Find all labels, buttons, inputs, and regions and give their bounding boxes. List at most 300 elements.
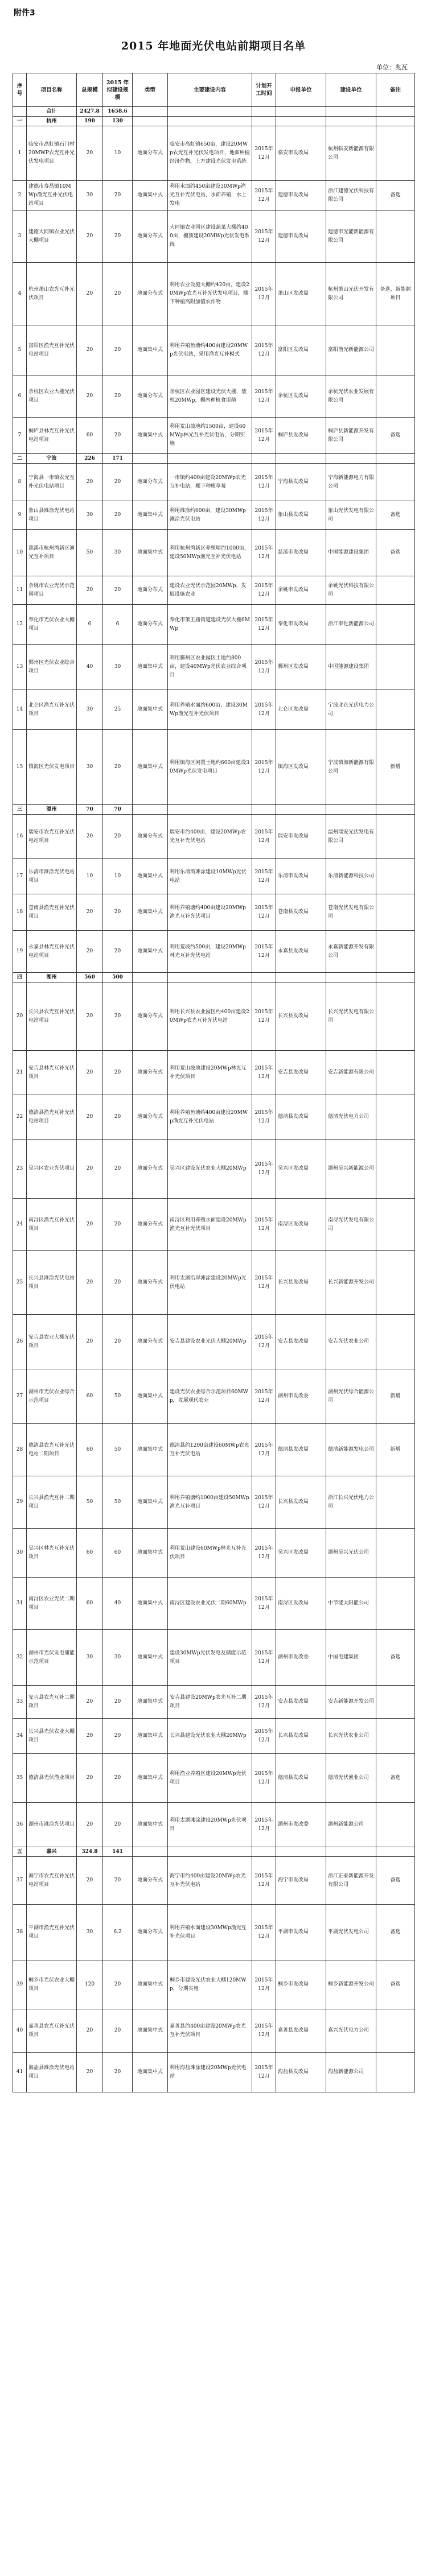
construction-content: 安吉县建设农业光伏大棚20MWp bbox=[168, 1315, 252, 1369]
total-scale: 30 bbox=[77, 730, 103, 805]
start-time: 2015年12月 bbox=[252, 1686, 276, 1719]
row-number: 10 bbox=[13, 530, 27, 576]
section-name: 湖州 bbox=[27, 973, 77, 982]
builder-unit: 中国能源建设集团 bbox=[326, 645, 376, 690]
applicant-unit: 镇海区发改局 bbox=[276, 730, 326, 805]
row-number: 19 bbox=[13, 931, 27, 973]
total-scale: 40 bbox=[77, 645, 103, 690]
total-scale: 20 bbox=[77, 1315, 103, 1369]
project-type: 地面分布式 bbox=[133, 464, 168, 501]
section-number: 二 bbox=[13, 454, 27, 464]
table-row bbox=[13, 1369, 415, 1424]
table-row bbox=[13, 859, 415, 894]
section-empty-cell bbox=[133, 454, 168, 464]
row-number: 26 bbox=[13, 1315, 27, 1369]
note bbox=[376, 2009, 415, 2053]
plan-scale: 20 bbox=[103, 815, 133, 859]
plan-scale: 20 bbox=[103, 1719, 133, 1754]
start-time: 2015年12月 bbox=[252, 418, 276, 454]
plan-scale: 20 bbox=[103, 1960, 133, 2009]
total-empty-cell bbox=[276, 107, 326, 117]
total-empty-cell bbox=[376, 107, 415, 117]
project-name: 瑞安市农光互补光伏电站项目 bbox=[27, 815, 77, 859]
table-row bbox=[13, 464, 415, 501]
start-time: 2015年12月 bbox=[252, 1960, 276, 2009]
plan-scale: 20 bbox=[103, 1095, 133, 1140]
builder-unit: 长兴新能源开发公司 bbox=[326, 1251, 376, 1315]
note: 备选 bbox=[376, 1857, 415, 1905]
project-name: 南浔区渔光互补光伏项目 bbox=[27, 1199, 77, 1251]
plan-scale: 20 bbox=[103, 181, 133, 210]
construction-content: 桐乡市建设光伏农业大棚120MWp，分期实施 bbox=[168, 1960, 252, 2009]
section-empty-cell bbox=[376, 1847, 415, 1857]
builder-unit: 中国电建集团 bbox=[326, 1630, 376, 1686]
total-scale: 20 bbox=[77, 1719, 103, 1754]
construction-content: 利用荒山坡地约1500亩，建设60MWp林光互补光伏电站，分期实施 bbox=[168, 418, 252, 454]
section-empty-cell bbox=[376, 973, 415, 982]
construction-content: 利用长兴县农业园区约400亩建设20MWp农光互补光伏电站 bbox=[168, 982, 252, 1051]
start-time: 2015年12月 bbox=[252, 2009, 276, 2053]
builder-unit: 海盐新能源公司 bbox=[326, 2053, 376, 2092]
project-name: 永嘉县林光互补光伏电站项目 bbox=[27, 931, 77, 973]
note bbox=[376, 1686, 415, 1719]
section-empty-cell bbox=[168, 117, 252, 126]
total-scale: 20 bbox=[77, 210, 103, 263]
project-name: 海宁市农光互补光伏电站项目 bbox=[27, 1857, 77, 1905]
section-empty-cell bbox=[276, 1847, 326, 1857]
start-time: 2015年12月 bbox=[252, 1754, 276, 1803]
note bbox=[376, 1199, 415, 1251]
plan-scale: 20 bbox=[103, 418, 133, 454]
plan-scale: 50 bbox=[103, 1369, 133, 1424]
total-row bbox=[13, 107, 415, 117]
section-empty-cell bbox=[326, 117, 376, 126]
construction-content: 嘉善县约400亩建设20MWp农光互补光伏项目 bbox=[168, 2009, 252, 2053]
builder-unit: 象山光伏发电有限公司 bbox=[326, 501, 376, 530]
note bbox=[376, 859, 415, 894]
project-name: 临安市高虹镇石门村20MWP农光互补光伏发电项目 bbox=[27, 126, 77, 181]
plan-scale: 20 bbox=[103, 730, 133, 805]
total-scale: 60 bbox=[77, 1578, 103, 1630]
row-number: 5 bbox=[13, 325, 27, 375]
builder-unit: 中国能源建设集团 bbox=[326, 530, 376, 576]
total-no-cell bbox=[13, 107, 27, 117]
project-type: 地面集中式 bbox=[133, 1424, 168, 1476]
start-time: 2015年12月 bbox=[252, 1424, 276, 1476]
table-row bbox=[13, 1719, 415, 1754]
start-time: 2015年12月 bbox=[252, 375, 276, 418]
row-number: 15 bbox=[13, 730, 27, 805]
total-scale: 20 bbox=[77, 126, 103, 181]
project-name: 吴兴区林光互补光伏项目 bbox=[27, 1529, 77, 1578]
construction-content: 利用太湖沿岸滩涂建设20MWp光伏电站 bbox=[168, 1251, 252, 1315]
section-empty-cell bbox=[252, 805, 276, 815]
table-row bbox=[13, 894, 415, 931]
project-name: 长兴县光伏农业大棚项目 bbox=[27, 1719, 77, 1754]
construction-content: 安吉县建设20MWp农光互补二期项目 bbox=[168, 1686, 252, 1719]
section-empty-cell bbox=[168, 454, 252, 464]
total-scale: 20 bbox=[77, 1199, 103, 1251]
total-scale: 20 bbox=[77, 894, 103, 931]
project-name: 宁海县一市镇农光互补光伏电站项目 bbox=[27, 464, 77, 501]
applicant-unit: 永嘉县发改局 bbox=[276, 931, 326, 973]
row-number: 23 bbox=[13, 1140, 27, 1199]
note bbox=[376, 1719, 415, 1754]
table-row bbox=[13, 181, 415, 210]
total-empty-cell bbox=[133, 107, 168, 117]
note bbox=[376, 1529, 415, 1578]
note: 备选 bbox=[376, 530, 415, 576]
row-number: 12 bbox=[13, 605, 27, 645]
plan-scale: 20 bbox=[103, 375, 133, 418]
note bbox=[376, 576, 415, 605]
project-type: 地面集中式 bbox=[133, 2009, 168, 2053]
project-name: 镇海区光伏发电项目 bbox=[27, 730, 77, 805]
note bbox=[376, 1140, 415, 1199]
table-row bbox=[13, 1476, 415, 1529]
builder-unit: 德清光伏电力公司 bbox=[326, 1095, 376, 1140]
project-name: 奉化市光伏农业大棚项目 bbox=[27, 605, 77, 645]
table-row bbox=[13, 730, 415, 805]
section-empty-cell bbox=[376, 805, 415, 815]
applicant-unit: 长兴县发改局 bbox=[276, 1251, 326, 1315]
construction-content: 建设农业光伏示范园20MWp，发展设施农业 bbox=[168, 576, 252, 605]
header-start-time: 计划开工时间 bbox=[252, 73, 276, 107]
project-name: 建德市寿昌镇10MWp渔光互补光伏电站项目 bbox=[27, 181, 77, 210]
row-number: 16 bbox=[13, 815, 27, 859]
table-row bbox=[13, 375, 415, 418]
header-applicant: 申报单位 bbox=[276, 73, 326, 107]
start-time: 2015年12月 bbox=[252, 464, 276, 501]
total-scale: 20 bbox=[77, 1051, 103, 1095]
table-header-row bbox=[13, 73, 415, 107]
project-type: 地面集中式 bbox=[133, 690, 168, 730]
project-name: 德清县光伏渔业项目 bbox=[27, 1754, 77, 1803]
project-type: 地面分布式 bbox=[133, 1857, 168, 1905]
total-scale: 20 bbox=[77, 1803, 103, 1847]
applicant-unit: 吴兴区发改局 bbox=[276, 1529, 326, 1578]
row-number: 35 bbox=[13, 1754, 27, 1803]
builder-unit: 浙江建德光伏科技有限公司 bbox=[326, 181, 376, 210]
project-type: 地面分布式 bbox=[133, 1315, 168, 1369]
construction-content: 利用养殖塘约400亩建设20MWp渔光互补光伏项目 bbox=[168, 894, 252, 931]
builder-unit: 宁波北仑光伏电力公司 bbox=[326, 690, 376, 730]
header-project-name: 项目名称 bbox=[27, 73, 77, 107]
applicant-unit: 建德市发改局 bbox=[276, 210, 326, 263]
total-scale: 120 bbox=[77, 1960, 103, 2009]
project-name: 长兴县滩涂光伏电站项目 bbox=[27, 1251, 77, 1315]
section-empty-cell bbox=[276, 805, 326, 815]
builder-unit: 温州瑞安光伏发电有限公司 bbox=[326, 815, 376, 859]
project-type: 地面集中式 bbox=[133, 1960, 168, 2009]
applicant-unit: 慈溪市发改局 bbox=[276, 530, 326, 576]
applicant-unit: 南浔区发改局 bbox=[276, 1578, 326, 1630]
applicant-unit: 湖州市发改委 bbox=[276, 1803, 326, 1847]
row-number: 3 bbox=[13, 210, 27, 263]
project-name: 富阳区渔光互补光伏电站项目 bbox=[27, 325, 77, 375]
project-name: 安吉县农业大棚光伏项目 bbox=[27, 1315, 77, 1369]
table-row bbox=[13, 1857, 415, 1905]
applicant-unit: 南浔区发改局 bbox=[276, 1199, 326, 1251]
table-row bbox=[13, 126, 415, 181]
section-empty-cell bbox=[326, 454, 376, 464]
note: 备选 bbox=[376, 181, 415, 210]
start-time: 2015年12月 bbox=[252, 894, 276, 931]
applicant-unit: 德清县发改局 bbox=[276, 1754, 326, 1803]
start-time: 2015年12月 bbox=[252, 1719, 276, 1754]
attachment-label: 附件3 bbox=[14, 9, 35, 18]
section-plan: 141 bbox=[103, 1847, 133, 1857]
total-scale: 30 bbox=[77, 501, 103, 530]
total-scale: 20 bbox=[77, 1251, 103, 1315]
builder-unit: 浙江奉化新能源公司 bbox=[326, 605, 376, 645]
project-name: 湖州市光伏农业综合示范项目 bbox=[27, 1369, 77, 1424]
section-empty-cell bbox=[133, 805, 168, 815]
project-type: 地面集中式 bbox=[133, 730, 168, 805]
project-type: 地面集中式 bbox=[133, 1476, 168, 1529]
section-row bbox=[13, 805, 415, 815]
section-empty-cell bbox=[326, 973, 376, 982]
project-type: 地面集中式 bbox=[133, 418, 168, 454]
project-type: 地面集中式 bbox=[133, 894, 168, 931]
table-row bbox=[13, 1199, 415, 1251]
section-number: 五 bbox=[13, 1847, 27, 1857]
project-name: 杭州萧山农光互补光伏项目 bbox=[27, 263, 77, 325]
construction-content: 海宁市约400亩建设20MWp农光互补光伏电站 bbox=[168, 1857, 252, 1905]
applicant-unit: 瑞安市发改局 bbox=[276, 815, 326, 859]
section-empty-cell bbox=[376, 454, 415, 464]
table-row bbox=[13, 325, 415, 375]
row-number: 13 bbox=[13, 645, 27, 690]
plan-scale: 20 bbox=[103, 501, 133, 530]
project-type: 地面分布式 bbox=[133, 605, 168, 645]
row-number: 36 bbox=[13, 1803, 27, 1847]
total-scale: 2427.8 bbox=[77, 107, 103, 117]
builder-unit: 浙江长兴光伏电力公司 bbox=[326, 1476, 376, 1529]
start-time: 2015年12月 bbox=[252, 126, 276, 181]
builder-unit: 乐清新能源科技公司 bbox=[326, 859, 376, 894]
document-title: 2015 年地面光伏电站前期项目名单 bbox=[121, 40, 306, 52]
section-name: 嘉兴 bbox=[27, 1847, 77, 1857]
plan-scale: 20 bbox=[103, 2053, 133, 2092]
table-row bbox=[13, 605, 415, 645]
header-no: 序号 bbox=[13, 73, 27, 107]
project-type: 地面分布式 bbox=[133, 1051, 168, 1095]
construction-content: 利用养殖水面约600亩，建设30MWp渔光互补光伏项目 bbox=[168, 690, 252, 730]
plan-scale: 60 bbox=[103, 1529, 133, 1578]
note bbox=[376, 1578, 415, 1630]
table-row bbox=[13, 931, 415, 973]
project-name: 海盐县滩涂光伏电站项目 bbox=[27, 2053, 77, 2092]
start-time: 2015年12月 bbox=[252, 1630, 276, 1686]
table-row bbox=[13, 263, 415, 325]
builder-unit: 宁海新能源电力有限公司 bbox=[326, 464, 376, 501]
section-number: 一 bbox=[13, 117, 27, 126]
builder-unit: 安吉光伏农业公司 bbox=[326, 1315, 376, 1369]
section-empty-cell bbox=[276, 117, 326, 126]
section-scale: 226 bbox=[77, 454, 103, 464]
construction-content: 利用鄞州区农业园区土地约800亩，建设40MWp光伏农业综合项目 bbox=[168, 645, 252, 690]
builder-unit: 桐乡新能源开发公司 bbox=[326, 1960, 376, 2009]
row-number: 4 bbox=[13, 263, 27, 325]
project-type: 地面集中式 bbox=[133, 645, 168, 690]
plan-scale: 20 bbox=[103, 982, 133, 1051]
construction-content: 利用养殖鱼塘约400亩建设20MWp光伏电站，采用渔光互补模式 bbox=[168, 325, 252, 375]
header-plan-scale: 2015 年拟建设规模 bbox=[103, 73, 133, 107]
note bbox=[376, 1476, 415, 1529]
total-scale: 30 bbox=[77, 181, 103, 210]
note bbox=[376, 1803, 415, 1847]
start-time: 2015年12月 bbox=[252, 645, 276, 690]
start-time: 2015年12月 bbox=[252, 1095, 276, 1140]
project-name: 慈溪市杭州湾新区渔光互补项目 bbox=[27, 530, 77, 576]
project-type: 地面集中式 bbox=[133, 530, 168, 576]
project-name: 鄞州区光伏农业综合项目 bbox=[27, 645, 77, 690]
total-scale: 20 bbox=[77, 325, 103, 375]
section-name: 宁波 bbox=[27, 454, 77, 464]
plan-scale: 20 bbox=[103, 1686, 133, 1719]
section-empty-cell bbox=[133, 1847, 168, 1857]
applicant-unit: 建德市发改局 bbox=[276, 181, 326, 210]
project-type: 地面集中式 bbox=[133, 1529, 168, 1578]
applicant-unit: 萧山区发改局 bbox=[276, 263, 326, 325]
plan-scale: 20 bbox=[103, 1857, 133, 1905]
table-row bbox=[13, 1686, 415, 1719]
row-number: 20 bbox=[13, 982, 27, 1051]
project-name: 余杭区农业大棚光伏项目 bbox=[27, 375, 77, 418]
builder-unit: 平湖光伏发电公司 bbox=[326, 1905, 376, 1960]
construction-content: 利用乐清湾滩涂建设10MWp光伏电站 bbox=[168, 859, 252, 894]
total-empty-cell bbox=[326, 107, 376, 117]
total-scale: 60 bbox=[77, 1424, 103, 1476]
applicant-unit: 安吉县发改局 bbox=[276, 1686, 326, 1719]
total-scale: 50 bbox=[77, 1476, 103, 1529]
project-name: 建德大同镇农业光伏大棚项目 bbox=[27, 210, 77, 263]
note: 备选，新能源项目 bbox=[376, 263, 415, 325]
note: 备选 bbox=[376, 501, 415, 530]
table-row bbox=[13, 1960, 415, 2009]
table-row bbox=[13, 576, 415, 605]
row-number: 24 bbox=[13, 1199, 27, 1251]
applicant-unit: 安吉县发改局 bbox=[276, 1051, 326, 1095]
section-empty-cell bbox=[276, 454, 326, 464]
start-time: 2015年12月 bbox=[252, 982, 276, 1051]
note bbox=[376, 126, 415, 181]
plan-scale: 20 bbox=[103, 576, 133, 605]
section-empty-cell bbox=[133, 117, 168, 126]
row-number: 2 bbox=[13, 181, 27, 210]
section-empty-cell bbox=[133, 973, 168, 982]
construction-content: 利用荒山坡地建设20MWp林光互补光伏项目 bbox=[168, 1051, 252, 1095]
plan-scale: 20 bbox=[103, 464, 133, 501]
header-content: 主要建设内容 bbox=[168, 73, 252, 107]
note bbox=[376, 375, 415, 418]
builder-unit: 中节能太阳能公司 bbox=[326, 1578, 376, 1630]
plan-scale: 20 bbox=[103, 1199, 133, 1251]
section-empty-cell bbox=[376, 117, 415, 126]
plan-scale: 20 bbox=[103, 2009, 133, 2053]
unit-label: 单位：兆瓦 bbox=[376, 64, 408, 71]
construction-content: 利用滩涂约600亩，建设30MWp滩涂光伏电站 bbox=[168, 501, 252, 530]
plan-scale: 10 bbox=[103, 126, 133, 181]
project-name: 平湖市渔光互补光伏项目 bbox=[27, 1905, 77, 1960]
project-name: 长兴县渔光互补二期项目 bbox=[27, 1476, 77, 1529]
project-name: 南浔区农业光伏二期项目 bbox=[27, 1578, 77, 1630]
builder-unit: 德清新能源发电公司 bbox=[326, 1424, 376, 1476]
section-row bbox=[13, 1847, 415, 1857]
total-scale: 60 bbox=[77, 418, 103, 454]
table-row bbox=[13, 815, 415, 859]
start-time: 2015年12月 bbox=[252, 1251, 276, 1315]
applicant-unit: 长兴县发改局 bbox=[276, 1476, 326, 1529]
project-name: 嘉善县农光互补光伏项目 bbox=[27, 2009, 77, 2053]
builder-unit: 宁波镇海新能源有限公司 bbox=[326, 730, 376, 805]
construction-content: 利用养殖鱼塘约400亩建设20MWp渔光互补光伏电站 bbox=[168, 1095, 252, 1140]
applicant-unit: 临安市发改局 bbox=[276, 126, 326, 181]
construction-content: 利用荒山建设60MWp林光互补光伏项目 bbox=[168, 1529, 252, 1578]
note bbox=[376, 982, 415, 1051]
plan-scale: 20 bbox=[103, 1754, 133, 1803]
applicant-unit: 长兴县发改局 bbox=[276, 982, 326, 1051]
project-type: 地面集中式 bbox=[133, 1803, 168, 1847]
section-scale: 560 bbox=[77, 973, 103, 982]
applicant-unit: 桐庐县发改局 bbox=[276, 418, 326, 454]
note bbox=[376, 464, 415, 501]
construction-content: 建设30MWp光伏发电及储能示范项目 bbox=[168, 1630, 252, 1686]
section-empty-cell bbox=[252, 1847, 276, 1857]
project-type: 地面集中式 bbox=[133, 1686, 168, 1719]
section-empty-cell bbox=[276, 973, 326, 982]
applicant-unit: 余杭区发改局 bbox=[276, 375, 326, 418]
section-scale: 324.8 bbox=[77, 1847, 103, 1857]
note: 备选 bbox=[376, 1630, 415, 1686]
builder-unit: 余杭光伏农业发展有限公司 bbox=[326, 375, 376, 418]
plan-scale: 30 bbox=[103, 1630, 133, 1686]
note bbox=[376, 325, 415, 375]
project-type: 地面集中式 bbox=[133, 181, 168, 210]
applicant-unit: 苍南县发改局 bbox=[276, 894, 326, 931]
plan-scale: 20 bbox=[103, 1803, 133, 1847]
plan-scale: 20 bbox=[103, 1251, 133, 1315]
note bbox=[376, 1315, 415, 1369]
applicant-unit: 吴兴区发改局 bbox=[276, 1140, 326, 1199]
construction-content: 利用荒坡约500亩，建设20MWp林光互补光伏电站 bbox=[168, 931, 252, 973]
section-plan: 171 bbox=[103, 454, 133, 464]
construction-content: 利用水面约450亩建设30MWp渔光互补光伏电站，水面养殖，水上发电 bbox=[168, 181, 252, 210]
row-number: 30 bbox=[13, 1529, 27, 1578]
table-row bbox=[13, 1251, 415, 1315]
row-number: 29 bbox=[13, 1476, 27, 1529]
table-row bbox=[13, 1095, 415, 1140]
construction-content: 利用农业设施大棚约420亩，建设20MWp农光互补光伏发电项目，棚下种植高附加值农作物 bbox=[168, 263, 252, 325]
start-time: 2015年12月 bbox=[252, 263, 276, 325]
project-type: 地面集中式 bbox=[133, 1630, 168, 1686]
start-time: 2015年12月 bbox=[252, 730, 276, 805]
table-row bbox=[13, 501, 415, 530]
plan-scale: 50 bbox=[103, 1424, 133, 1476]
section-empty-cell bbox=[326, 805, 376, 815]
builder-unit: 湖州吴兴新能源公司 bbox=[326, 1140, 376, 1199]
total-scale: 20 bbox=[77, 375, 103, 418]
builder-unit: 安吉新能源开发公司 bbox=[326, 1686, 376, 1719]
section-scale: 190 bbox=[77, 117, 103, 126]
project-type: 地面分布式 bbox=[133, 576, 168, 605]
builder-unit: 湖州光伏综合能源公司 bbox=[326, 1369, 376, 1424]
applicant-unit: 奉化市发改局 bbox=[276, 605, 326, 645]
construction-content: 利用养殖水面建设30MWp渔光互补光伏项目 bbox=[168, 1905, 252, 1960]
total-scale: 20 bbox=[77, 1754, 103, 1803]
project-type: 地面分布式 bbox=[133, 126, 168, 181]
